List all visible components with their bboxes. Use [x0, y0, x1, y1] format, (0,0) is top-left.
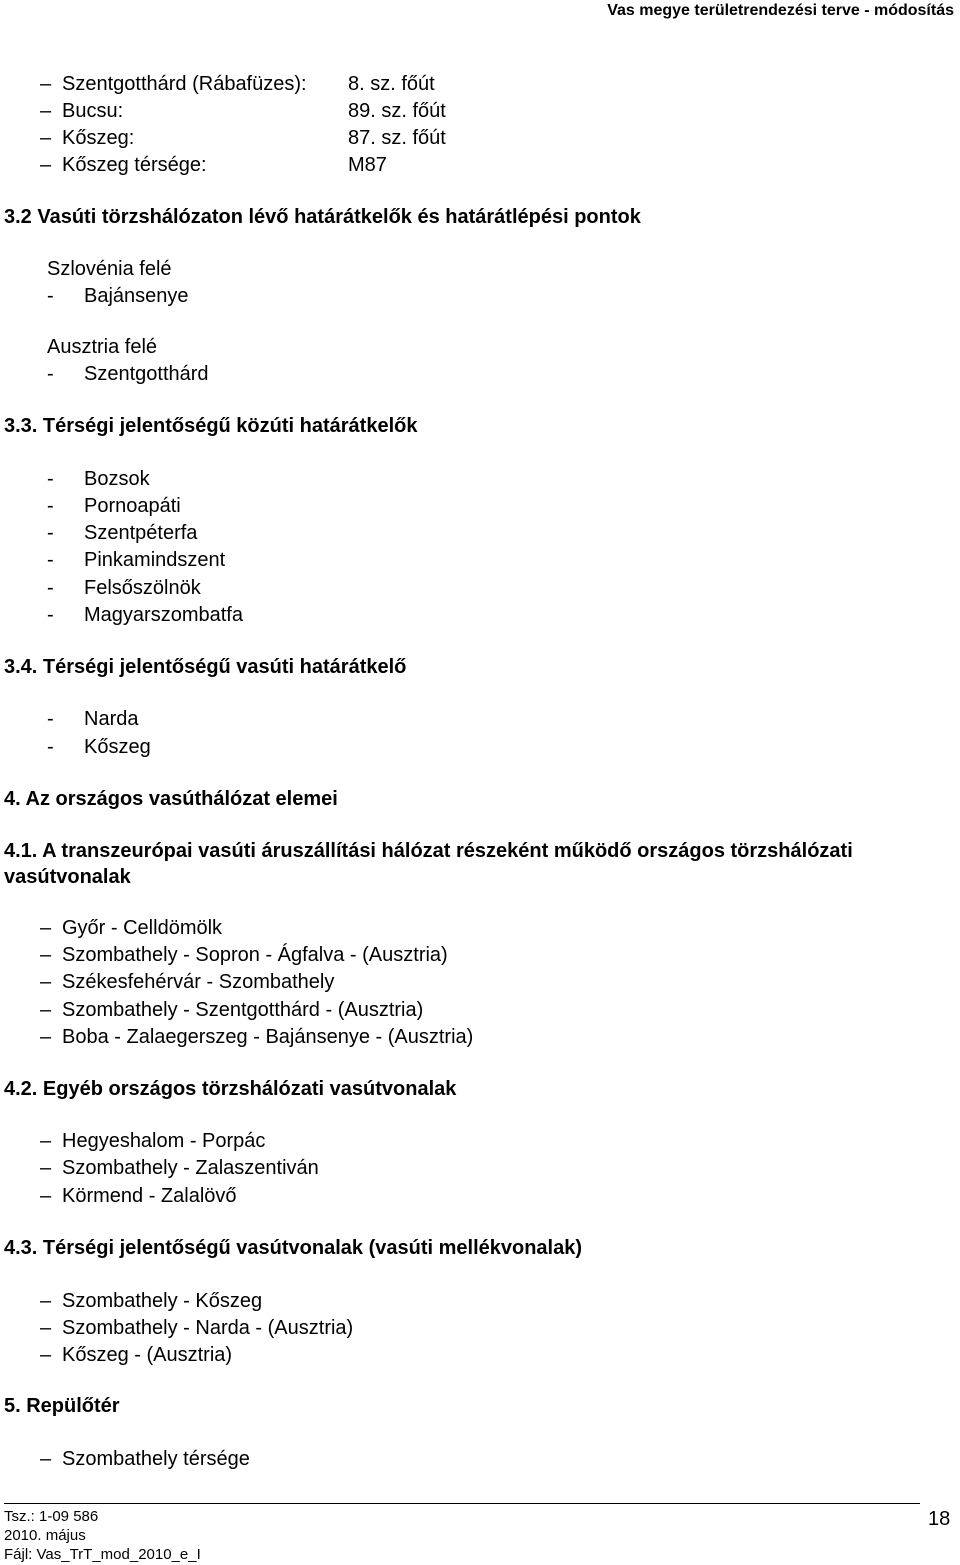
- footer-rule: [4, 1503, 920, 1504]
- list-item-text: Pornoapáti: [84, 495, 181, 517]
- crossing-place: Kőszeg:: [62, 127, 135, 149]
- list-item: [47, 284, 189, 308]
- list-item-text: Kőszeg: [84, 736, 151, 758]
- list-item: [47, 548, 225, 572]
- list-item: [47, 362, 209, 386]
- dash-bullet: –: [40, 1448, 52, 1470]
- list-item: [47, 521, 197, 545]
- dash-bullet: –: [40, 100, 52, 122]
- dash-bullet: –: [40, 917, 52, 939]
- footer-date: 2010. május: [4, 1527, 86, 1544]
- list-item-text: Hegyeshalom - Porpác: [62, 1130, 266, 1152]
- crossing-road: 89. sz. főút: [348, 100, 446, 122]
- hyphen-bullet: -: [47, 363, 54, 385]
- list-item-text: Győr - Celldömölk: [62, 917, 223, 939]
- section-heading-4-2: 4.2. Egyéb országos törzshálózati vasútvonalak: [4, 1078, 457, 1100]
- section-heading-5: 5. Repülőtér: [4, 1395, 120, 1417]
- dash-bullet: –: [40, 1185, 52, 1207]
- dash-bullet: –: [40, 1290, 52, 1312]
- list-item-text: Szombathely - Narda - (Ausztria): [62, 1317, 354, 1339]
- footer-reference: Tsz.: 1-09 586: [4, 1508, 99, 1525]
- dash-bullet: –: [40, 999, 52, 1021]
- list-item: [47, 735, 151, 759]
- hyphen-bullet: -: [47, 736, 54, 758]
- list-item: [40, 153, 207, 177]
- list-item-text: Kőszeg - (Ausztria): [62, 1344, 233, 1366]
- list-item: [47, 576, 201, 600]
- direction-label-slovenia: Szlovénia felé: [47, 258, 172, 280]
- list-item-text: Körmend - Zalalövő: [62, 1185, 237, 1207]
- list-item-text: Szombathely - Kőszeg: [62, 1290, 263, 1312]
- list-item-text: Szombathely - Szentgotthárd - (Ausztria): [62, 999, 424, 1021]
- list-item: [40, 1129, 265, 1153]
- dash-bullet: –: [40, 971, 52, 993]
- crossing-road: M87: [348, 154, 387, 176]
- list-item: [47, 494, 181, 518]
- list-item: [40, 970, 334, 994]
- list-item: [40, 126, 134, 150]
- hyphen-bullet: -: [47, 468, 54, 490]
- list-item: [40, 1343, 232, 1367]
- crossing-road: 87. sz. főút: [348, 127, 446, 149]
- dash-bullet: –: [40, 1026, 52, 1048]
- section-heading-4: 4. Az országos vasúthálózat elemei: [4, 788, 338, 810]
- list-item-text: Székesfehérvár - Szombathely: [62, 971, 335, 993]
- document-header-title: Vas megye területrendezési terve - módosítás: [607, 2, 954, 19]
- list-item: [40, 1289, 262, 1313]
- list-item-text: Szentpéterfa: [84, 522, 198, 544]
- hyphen-bullet: -: [47, 708, 54, 730]
- footer-filename: Fájl: Vas_TrT_mod_2010_e_I: [4, 1546, 201, 1563]
- crossing-place: Kőszeg térsége:: [62, 154, 207, 176]
- section-heading-4-3: 4.3. Térségi jelentőségű vasútvonalak (vasúti mellékvonalak): [4, 1237, 583, 1259]
- dash-bullet: –: [40, 1130, 52, 1152]
- dash-bullet: –: [40, 944, 52, 966]
- section-heading-3-4: 3.4. Térségi jelentőségű vasúti határátkelő: [4, 656, 407, 678]
- dash-bullet: –: [40, 73, 52, 95]
- list-item: [40, 72, 307, 96]
- list-item: [47, 467, 150, 491]
- hyphen-bullet: -: [47, 495, 54, 517]
- list-item: [40, 998, 423, 1022]
- hyphen-bullet: -: [47, 577, 54, 599]
- dash-bullet: –: [40, 1157, 52, 1179]
- list-item: [40, 1447, 250, 1471]
- list-item-text: Szombathely - Sopron - Ágfalva - (Ausztria): [62, 944, 448, 966]
- dash-bullet: –: [40, 154, 52, 176]
- list-item-text: Szombathely - Zalaszentiván: [62, 1157, 319, 1179]
- page-number: 18: [928, 1508, 951, 1530]
- section-heading-4-1: 4.1. A transzeurópai vasúti áruszállítási hálózat részeként működő országos törzshálózati vasútvonalak: [4, 840, 853, 888]
- list-item: [40, 99, 123, 123]
- list-item: [40, 1184, 237, 1208]
- dash-bullet: –: [40, 127, 52, 149]
- hyphen-bullet: -: [47, 285, 54, 307]
- list-item-text: Bozsok: [84, 468, 150, 490]
- list-item: [40, 1025, 473, 1049]
- hyphen-bullet: -: [47, 549, 54, 571]
- crossing-place: Bucsu:: [62, 100, 124, 122]
- list-item: [40, 1156, 319, 1180]
- dash-bullet: –: [40, 1344, 52, 1366]
- list-item: [40, 1316, 353, 1340]
- list-item-text: Boba - Zalaegerszeg - Bajánsenye - (Ausztria): [62, 1026, 474, 1048]
- list-item-text: Magyarszombatfa: [84, 604, 243, 626]
- list-item-text: Szentgotthárd: [84, 363, 209, 385]
- list-item-text: Felsőszölnök: [84, 577, 201, 599]
- section-heading-3-3: 3.3. Térségi jelentőségű közúti határátkelők: [4, 415, 418, 437]
- dash-bullet: –: [40, 1317, 52, 1339]
- list-item: [40, 916, 222, 940]
- crossing-place: Szentgotthárd (Rábafüzes):: [62, 73, 307, 95]
- crossing-road: 8. sz. főút: [348, 73, 435, 95]
- direction-label-austria: Ausztria felé: [47, 336, 158, 358]
- list-item-text: Bajánsenye: [84, 285, 189, 307]
- list-item-text: Narda: [84, 708, 139, 730]
- list-item: [47, 603, 243, 627]
- list-item: [40, 943, 448, 967]
- hyphen-bullet: -: [47, 604, 54, 626]
- section-heading-3-2: 3.2 Vasúti törzshálózaton lévő határátkelők és határátlépési pontok: [4, 206, 641, 228]
- list-item-text: Pinkamindszent: [84, 549, 226, 571]
- list-item-text: Szombathely térsége: [62, 1448, 250, 1470]
- hyphen-bullet: -: [47, 522, 54, 544]
- list-item: [47, 707, 138, 731]
